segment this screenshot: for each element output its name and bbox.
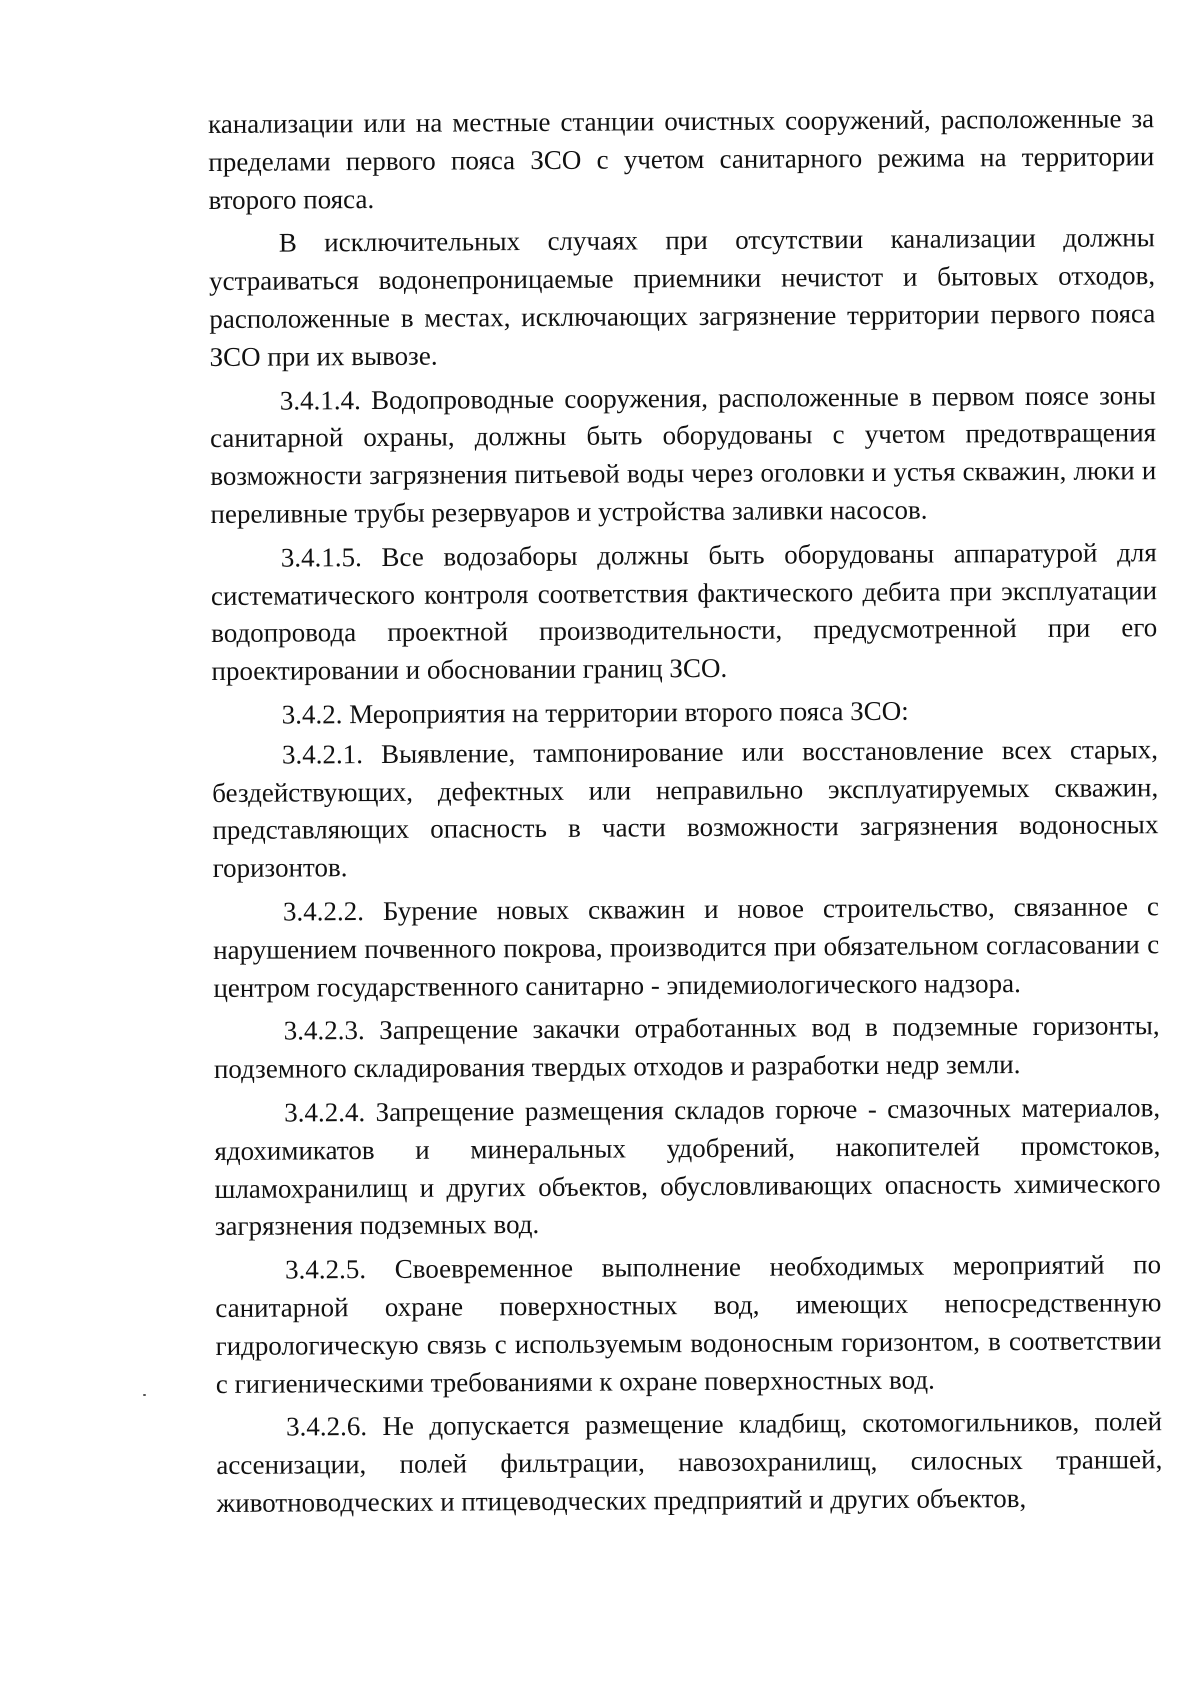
paragraph-continuation: канализации или на местные станции очистных сооружений, расположенные за пределами первого пояса ЗСО с учетом санитарного режима на территории второго пояса. [208, 103, 1155, 215]
paragraph-3-4-2-6: 3.4.2.6. Не допускается размещение кладбищ, скотомогильников, полей ассенизации, полей фильтрации, навозохранилищ, силосных траншей, животноводческих и птицеводческих предприятий и других объектов, [216, 1406, 1163, 1518]
paragraph-3-4-2-1: 3.4.2.1. Выявление, тампонирование или восстановление всех старых, бездействующих, дефектных или неправильно эксплуатируемых скважин, представляющих опасность в части возможности загрязнения водоносных горизонтов. [212, 733, 1159, 884]
document-text-body [208, 100, 1163, 1528]
paragraph-3-4-2-5: 3.4.2.5. Своевременное выполнение необходимых мероприятий по санитарной охране поверхностных вод, имеющих непосредственную гидрологическую связь с используемым водоносным горизонтом, в соответствии с гигиеническими требованиями к охране поверхностных вод. [215, 1249, 1162, 1399]
paragraph-3-4-1-4: 3.4.1.4. Водопроводные сооружения, расположенные в первом поясе зоны санитарной охраны, должны быть оборудованы с учетом предотвращения возможности загрязнения питьевой воды через оголовки и устья скважин, люки и переливные трубы резервуаров и устройства заливки насосов. [209, 379, 1157, 529]
scan-speck [143, 1394, 146, 1396]
paragraph-3-4-2: 3.4.2. Мероприятия на территории второго пояса ЗСО: [281, 695, 909, 730]
paragraph-3-4-2-2: 3.4.2.2. Бурение новых скважин и новое строительство, связанное с нарушением почвенного покрова, производится при обязательном согласовании с центром государственного санитарно - эпидемиологического надзора. [213, 891, 1160, 1003]
paragraph-3-4-2-4: 3.4.2.4. Запрещение размещения складов горюче - смазочных материалов, ядохимикатов и минеральных удобрений, накопителей промстоков, шламохранилищ и других объектов, обусловливающих опасность химического загрязнения подземных вод. [214, 1092, 1161, 1242]
paragraph-exceptional-cases: В исключительных случаях при отсутствии канализации должны устраиваться водонепроницаемые приемники нечистот и бытовых отходов, расположенные в местах, исключающих загрязнение территории первого пояса ЗСО при их вывозе. [208, 222, 1156, 372]
paragraph-3-4-1-5: 3.4.1.5. Все водозаборы должны быть оборудованы аппаратурой для систематического контроля соответствия фактического дебита при эксплуатации водопровода проектной производительности, предусмотренной при его проектировании и обосновании границ ЗСО. [210, 536, 1158, 687]
paragraph-3-4-2-3: 3.4.2.3. Запрещение закачки отработанных вод в подземные горизонты, подземного складирования твердых отходов и разработки недр земли. [213, 1010, 1160, 1085]
